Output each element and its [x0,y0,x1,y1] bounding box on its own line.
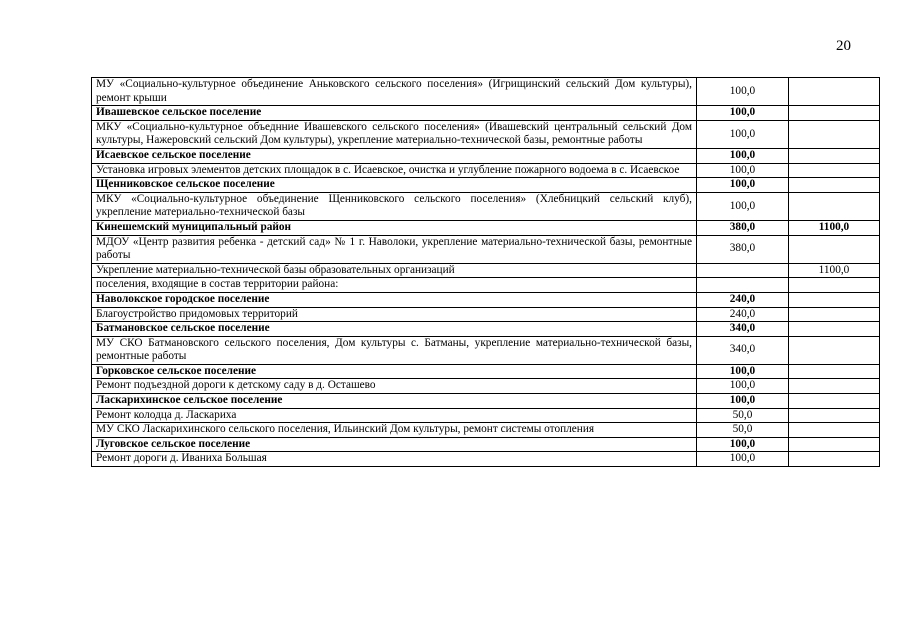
row-description: МДОУ «Центр развития ребенка - детский сад» № 1 г. Наволоки, укрепление материально-технической базы, ремонтные работы [92,235,697,263]
row-value-1: 240,0 [697,292,789,307]
row-value-1: 100,0 [697,192,789,220]
table-row [92,379,880,394]
table-row [92,408,880,423]
row-description: МУ «Социально-культурное объединение Аньковского сельского поселения» (Игрищинский сельский Дом культуры), ремонт крыши [92,78,697,106]
row-description: МКУ «Социально-культурное объеднние Ивашевского сельского поселения» (Ивашевский центральный сельский Дом культуры, Нажеровский сельский Дом культуры), укрепление материально-технической базы, ремонтные работы [92,120,697,148]
table-row [92,263,880,278]
row-value-2 [789,379,880,394]
row-value-2 [789,235,880,263]
row-value-2 [789,148,880,163]
row-value-1: 340,0 [697,322,789,337]
row-description: Батмановское сельское поселение [92,322,697,337]
row-value-1: 100,0 [697,437,789,452]
row-description: Луговское сельское поселение [92,437,697,452]
row-value-1: 100,0 [697,106,789,121]
row-value-1: 100,0 [697,120,789,148]
table-row [92,452,880,467]
row-value-2 [789,394,880,409]
row-value-1 [697,263,789,278]
row-value-2 [789,192,880,220]
table-row [92,78,880,106]
row-description: поселения, входящие в состав территории района: [92,278,697,293]
row-value-2 [789,178,880,193]
row-description: Щенниковское сельское поселение [92,178,697,193]
table-row [92,364,880,379]
row-description: МУ СКО Ласкарихинского сельского поселения, Ильинский Дом культуры, ремонт системы отопления [92,423,697,438]
row-value-2 [789,364,880,379]
row-value-2 [789,437,880,452]
budget-table [91,77,880,467]
row-value-2 [789,278,880,293]
table-row [92,120,880,148]
table-row [92,278,880,293]
row-value-2 [789,307,880,322]
row-value-1: 340,0 [697,336,789,364]
row-description: Ремонт подъездной дороги к детскому саду в д. Осташево [92,379,697,394]
table-row [92,322,880,337]
row-value-1: 100,0 [697,148,789,163]
row-value-1: 100,0 [697,178,789,193]
row-value-2 [789,322,880,337]
table-row [92,292,880,307]
row-value-1: 100,0 [697,364,789,379]
table-row [92,220,880,235]
table-row [92,307,880,322]
row-description: Кинешемский муниципальный район [92,220,697,235]
row-value-1: 100,0 [697,163,789,178]
row-value-2: 1100,0 [789,263,880,278]
row-description: Ивашевское сельское поселение [92,106,697,121]
row-value-1: 50,0 [697,423,789,438]
row-value-1: 100,0 [697,394,789,409]
table-row [92,423,880,438]
row-description: Ласкарихинское сельское поселение [92,394,697,409]
row-description: Благоустройство придомовых территорий [92,307,697,322]
row-value-1: 100,0 [697,78,789,106]
table-body [92,78,880,467]
table-row [92,178,880,193]
row-value-2 [789,78,880,106]
row-description: МУ СКО Батмановского сельского поселения, Дом культуры с. Батманы, укрепление материально-технической базы, ремонтные работы [92,336,697,364]
row-description: Установка игровых элементов детских площадок в с. Исаевское, очистка и углубление пожарного водоема в с. Исаевское [92,163,697,178]
table-row [92,336,880,364]
row-value-1: 100,0 [697,452,789,467]
row-description: Ремонт колодца д. Ласкариха [92,408,697,423]
row-value-1: 380,0 [697,220,789,235]
row-value-1: 380,0 [697,235,789,263]
table-row [92,437,880,452]
table-row [92,163,880,178]
row-value-2 [789,336,880,364]
row-value-2: 1100,0 [789,220,880,235]
row-value-2 [789,423,880,438]
row-description: Ремонт дороги д. Иваниха Большая [92,452,697,467]
row-description: МКУ «Социально-культурное объединение Щенниковского сельского поселения» (Хлебницкий сельский клуб), укрепление материально-технической базы [92,192,697,220]
row-value-2 [789,408,880,423]
page-number: 20 [836,38,851,54]
row-value-2 [789,452,880,467]
table-row [92,106,880,121]
row-description: Наволокское городское поселение [92,292,697,307]
row-value-2 [789,292,880,307]
row-description: Исаевское сельское поселение [92,148,697,163]
table-row [92,192,880,220]
row-description: Укрепление материально-технической базы образовательных организаций [92,263,697,278]
row-value-1: 240,0 [697,307,789,322]
row-value-1 [697,278,789,293]
row-description: Горковское сельское поселение [92,364,697,379]
row-value-1: 50,0 [697,408,789,423]
table-row [92,148,880,163]
row-value-2 [789,120,880,148]
table-row [92,235,880,263]
row-value-1: 100,0 [697,379,789,394]
row-value-2 [789,106,880,121]
row-value-2 [789,163,880,178]
table-row [92,394,880,409]
